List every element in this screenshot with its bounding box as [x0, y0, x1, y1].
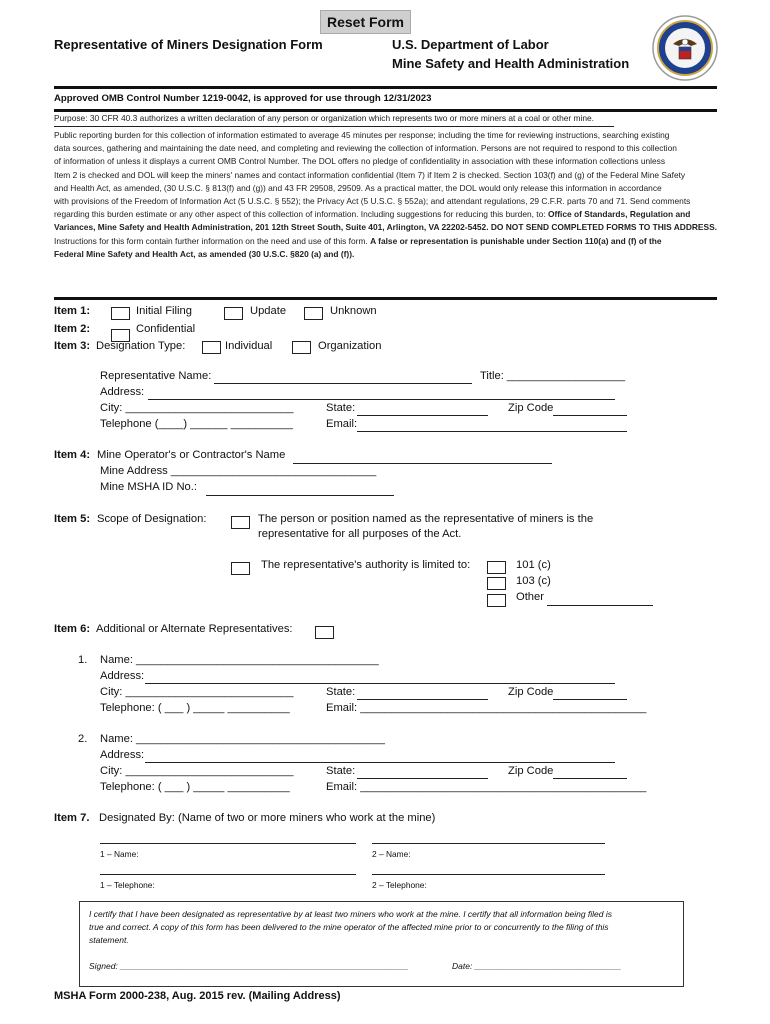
entry2-email-field[interactable]: Email: ______________________________________________	[326, 781, 647, 793]
individual-checkbox[interactable]	[202, 341, 221, 354]
cert-line-1: I certify that I have been designated as representative by at least two miners who work at the mine. I certify that all information being filed is	[89, 909, 613, 919]
entry1-state-label: State:	[326, 686, 356, 698]
signature-field[interactable]: Signed: _____________________________________________________________	[89, 961, 409, 971]
entry2-zip-field[interactable]	[553, 778, 627, 779]
entry2-state-field[interactable]	[357, 778, 488, 779]
entry2-telephone-field[interactable]: Telephone: ( ___ ) _____ __________	[100, 781, 290, 793]
entry1-city-field[interactable]: City: ___________________________	[100, 686, 294, 698]
agency-line-1: U.S. Department of Labor	[392, 37, 549, 52]
scope-label: Scope of Designation:	[97, 513, 207, 525]
burden-statement: Public reporting burden for this collection of information estimated to average 45 minutes per response; including the time for reviewing instructions, searching existing data sources, gathering and maintaining the date need, and completing and reviewing the collection of information. Persons are not required to respond to this collection of information of unless it displays a current OMB Control Number. The DOL offers no pledge of confidentiality in association with these information collections unless Item 2 is checked and DOL will keep the miners' names and contact information confidential (Item 7) if Item 2 is checked. Section 103(f) and (g) of the Federal Mine Safety and Health Act, as amended, (30 U.S.C. § 813(f) and (g)) and 43 FR 29508, 29509. As a practical matter, the DOL would only release this information in accordance with provisions of the Freedom of Information Act (5 U.S.C. § 552); the Privacy Act (5 U.S.C. § 552a); and attendant regulations, 29 C.F.R. parts 70 and 71. Send comments regarding this burden estimate or any other aspect of this collection of information. Including suggestions for reducing this burden, to: Office of Standards, Regulation and Variances, Mine Safety and Health Administration, 201 12th Street South, Suite 401, Arlington, VA 22202-5452. DO NOT SEND COMPLETED FORMS TO THIS ADDRESS. Instructions for this form contain further information on the need and use of this form. A false or representation is punishable under Section 110(a) and (f) of the Federal Mine Safety and Health Act, as amended (30 U.S.C. §820 (a) and (f)).	[54, 130, 718, 259]
101c-label: 101 (c)	[516, 559, 551, 571]
unknown-checkbox[interactable]	[304, 307, 323, 320]
form-title: Representative of Miners Designation Form	[54, 37, 323, 52]
organization-checkbox[interactable]	[292, 341, 311, 354]
miner1-telephone-field[interactable]	[100, 874, 356, 875]
entry1-state-field[interactable]	[357, 699, 488, 700]
cert-line-3: statement.	[89, 935, 129, 945]
other-label: Other	[516, 591, 544, 603]
item6-label: Item 6:	[54, 623, 91, 635]
rep-name-label: Representative Name:	[100, 370, 212, 382]
entry1-email-field[interactable]: Email: ______________________________________________	[326, 702, 647, 714]
rep-email-field[interactable]	[357, 431, 627, 432]
item7-label: Item 7.	[54, 812, 90, 824]
entry2-address-field[interactable]	[145, 762, 615, 763]
rep-title-field[interactable]: Title: ___________________	[480, 370, 626, 382]
all-purposes-text-1: The person or position named as the representative of miners is the	[258, 513, 594, 525]
dol-seal-icon	[651, 14, 719, 82]
organization-label: Organization	[318, 340, 382, 352]
miner2-telephone-label: 2 – Telephone:	[372, 880, 427, 890]
entry2-name-field[interactable]: Name: ________________________________________	[100, 733, 385, 745]
form-number: MSHA Form 2000-238, Aug. 2015 rev. (Mailing Address)	[54, 990, 341, 1002]
rep-state-label: State:	[326, 402, 356, 414]
miner2-telephone-field[interactable]	[372, 874, 605, 875]
other-checkbox[interactable]	[487, 594, 506, 607]
purpose-statement: Purpose: 30 CFR 40.3 authorizes a written declaration of any person or organization which represents two or more miners at a coal or other mine.	[54, 113, 594, 123]
all-purposes-checkbox[interactable]	[231, 516, 250, 529]
msha-id-field[interactable]	[206, 495, 394, 496]
entry2-address-label: Address:	[100, 749, 145, 761]
item1-label: Item 1:	[54, 305, 91, 317]
entry1-zip-label: Zip Code	[508, 686, 554, 698]
entry2-state-label: State:	[326, 765, 356, 777]
designation-type-label: Designation Type:	[96, 340, 186, 352]
item2-label: Item 2:	[54, 323, 91, 335]
rep-city-field[interactable]: City: ___________________________	[100, 402, 294, 414]
mine-address-field[interactable]: Mine Address _________________________________	[100, 465, 377, 477]
rep-name-field[interactable]	[214, 383, 472, 384]
confidential-label: Confidential	[136, 323, 196, 335]
agency-line-2: Mine Safety and Health Administration	[392, 56, 630, 71]
miner1-name-label: 1 – Name:	[100, 849, 139, 859]
certification-box	[79, 901, 684, 987]
entry1-telephone-field[interactable]: Telephone: ( ___ ) _____ __________	[100, 702, 290, 714]
rep-address-label: Address:	[100, 386, 145, 398]
103c-label: 103 (c)	[516, 575, 551, 587]
designated-by-label: Designated By: (Name of two or more miners who work at the mine)	[99, 812, 436, 824]
item4-label: Item 4:	[54, 449, 91, 461]
individual-label: Individual	[225, 340, 273, 352]
update-checkbox[interactable]	[224, 307, 243, 320]
item3-label: Item 3:	[54, 340, 91, 352]
limited-authority-checkbox[interactable]	[231, 562, 250, 575]
entry2-number: 2.	[78, 733, 88, 745]
unknown-label: Unknown	[330, 305, 377, 317]
limited-authority-label: The representative's authority is limited to:	[261, 559, 471, 571]
entry1-name-field[interactable]: Name: _______________________________________	[100, 654, 379, 666]
miner2-name-field[interactable]	[372, 843, 605, 844]
entry1-number: 1.	[78, 654, 88, 666]
miner2-name-label: 2 – Name:	[372, 849, 411, 859]
item5-label: Item 5:	[54, 513, 91, 525]
rep-address-field[interactable]	[148, 399, 615, 400]
additional-reps-checkbox[interactable]	[315, 626, 334, 639]
cert-line-2: true and correct. A copy of this form has been delivered to the mine operator of the affected mine prior to or concurrently to the filing of this	[89, 922, 609, 932]
entry1-zip-field[interactable]	[553, 699, 627, 700]
103c-checkbox[interactable]	[487, 577, 506, 590]
rep-telephone-field[interactable]: Telephone (____) ______ __________	[100, 418, 293, 430]
entry2-city-field[interactable]: City: ___________________________	[100, 765, 294, 777]
rep-state-field[interactable]	[357, 415, 488, 416]
rep-email-label: Email:	[326, 418, 358, 430]
date-field[interactable]: Date: _______________________________	[452, 961, 622, 971]
other-field[interactable]	[547, 605, 653, 606]
101c-checkbox[interactable]	[487, 561, 506, 574]
reset-form-button[interactable]: Reset Form	[320, 10, 411, 34]
msha-id-label: Mine MSHA ID No.:	[100, 481, 197, 493]
entry1-address-field[interactable]	[145, 683, 615, 684]
update-label: Update	[250, 305, 287, 317]
entry1-address-label: Address:	[100, 670, 145, 682]
rep-zip-field[interactable]	[553, 415, 627, 416]
additional-reps-label: Additional or Alternate Representatives:	[96, 623, 293, 635]
miner1-name-field[interactable]	[100, 843, 356, 844]
operator-name-label: Mine Operator's or Contractor's Name	[97, 449, 286, 461]
initial-filing-checkbox[interactable]	[111, 307, 130, 320]
miner1-telephone-label: 1 – Telephone:	[100, 880, 155, 890]
all-purposes-text-2: representative for all purposes of the Act.	[258, 528, 462, 540]
operator-name-field[interactable]	[293, 463, 552, 464]
entry2-zip-label: Zip Code	[508, 765, 554, 777]
omb-control-number: Approved OMB Control Number 1219-0042, is approved for use through 12/31/2023	[54, 93, 432, 104]
rep-zip-label: Zip Code	[508, 402, 554, 414]
initial-filing-label: Initial Filing	[136, 305, 192, 317]
